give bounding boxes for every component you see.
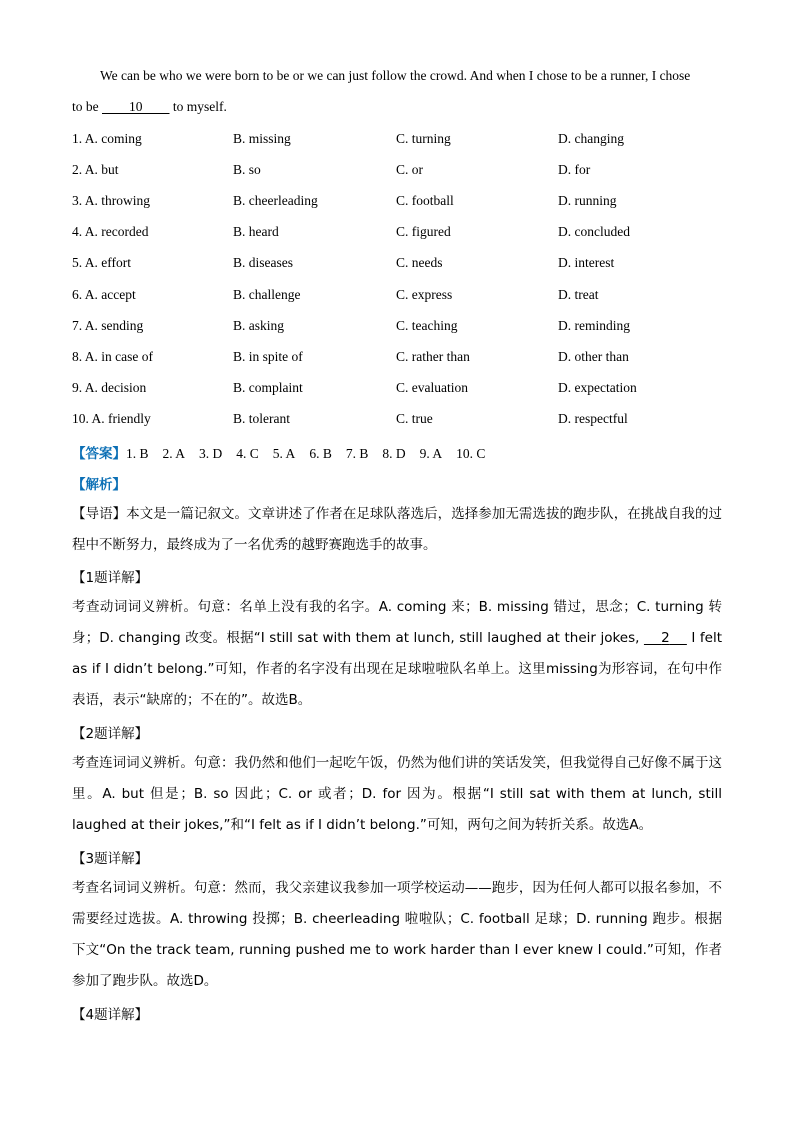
option-b: B. asking xyxy=(233,317,285,333)
detail-2-text: 考查连词词义辨析。句意：我仍然和他们一起吃午饭，仍然为他们讲的笑话发笑，但我觉得自己好像不属于这里。A. but 但是；B. so 因此；C. or 或者；D. for 因为。根据“I still sat with them at lunch, still laughed at their jokes,”和“I felt as if I didn’t belong.”可知，两句之间为转折关系。故选A。 xyxy=(72,755,722,833)
guide-paragraph xyxy=(72,499,722,561)
option-c: C. express xyxy=(396,286,453,302)
guide-label: 【导语】 xyxy=(72,506,127,522)
option-b: B. complaint xyxy=(233,379,303,395)
option-c: C. true xyxy=(396,410,433,426)
question-row xyxy=(72,380,732,400)
question-row xyxy=(72,162,732,182)
option-a: 3. A. throwing xyxy=(72,193,151,209)
answer-item: 7. B xyxy=(345,446,369,461)
answer-item: 8. D xyxy=(382,446,406,461)
answer-list xyxy=(126,446,499,461)
answer-item: 10. C xyxy=(456,446,486,461)
blank-2: 2 xyxy=(661,630,670,646)
option-a: 5. A. effort xyxy=(72,255,131,271)
answer-line xyxy=(72,442,499,462)
option-c: C. turning xyxy=(396,131,451,146)
option-b: B. in spite of xyxy=(233,348,303,364)
passage-line-1: We can be who we were born to be or we can just follow the crowd. And when I chose to be a runner, I chose xyxy=(100,68,691,83)
option-b: B. diseases xyxy=(233,255,293,271)
option-d: D. other than xyxy=(558,348,629,364)
blank-10: 10 xyxy=(129,99,143,114)
detail-2-heading: 【2题详解】 xyxy=(72,726,149,742)
option-a: 9. A. decision xyxy=(72,379,147,395)
passage-line-2-pre: to be xyxy=(72,99,102,114)
detail-3-heading: 【3题详解】 xyxy=(72,851,149,867)
option-a: 10. A. friendly xyxy=(72,410,151,426)
option-d: D. respectful xyxy=(558,410,628,426)
question-row xyxy=(72,349,732,369)
passage-line-2-post: to myself. xyxy=(169,99,227,114)
analysis-label: 【解析】 xyxy=(72,477,126,493)
answer-item: 6. B xyxy=(309,446,332,461)
detail-1-heading: 【1题详解】 xyxy=(72,570,149,586)
option-b: B. so xyxy=(233,162,261,178)
answer-item: 3. D xyxy=(199,446,223,461)
option-a: 7. A. sending xyxy=(72,317,144,333)
option-a: 4. A. recorded xyxy=(72,224,149,240)
option-d: D. expectation xyxy=(558,379,637,395)
detail-3-text: 考查名词词义辨析。句意：然而，我父亲建议我参加一项学校运动——跑步，因为任何人都可以报名参加，不需要经过选拔。A. throwing 投掷；B. cheerleading 啦啦队；C. football 足球；D. running 跑步。根据下文“On the track team, running pushed me to work harder than I ever knew I could.”可知，作者参加了跑步队。故选D。 xyxy=(72,880,722,989)
guide-text: 本文是一篇记叙文。文章讲述了作者在足球队落选后，选择参加无需选拔的跑步队，在挑战自我的过程中不断努力，最终成为了一名优秀的越野赛跑选手的故事。 xyxy=(72,506,723,553)
option-b: B. heard xyxy=(233,224,279,240)
question-row xyxy=(72,131,732,151)
option-c: C. evaluation xyxy=(396,379,468,395)
question-row xyxy=(72,411,732,431)
option-d: D. treat xyxy=(558,286,599,302)
detail-1-text: 考查动词词义辨析。句意：名单上没有我的名字。A. coming 来；B. missing 错过，思念；C. turning 转身；D. changing 改变。根据“I still sat with them at lunch, still laughed at their jokes, 2 I felt as if I didn’t belong.”可知，作者的名字没有出现在足球啦啦队名单上。这里missing为形容词，在句中作表语，表示“缺席的；不在的”。故选B。 xyxy=(72,599,722,708)
option-c: C. needs xyxy=(396,255,443,271)
option-a: 2. A. but xyxy=(72,162,119,178)
option-a: 1. A. coming xyxy=(72,131,142,146)
option-d: D. for xyxy=(558,162,591,178)
option-c: C. figured xyxy=(396,224,451,240)
option-b: B. challenge xyxy=(233,286,301,302)
answer-item: 4. C xyxy=(236,446,259,461)
answer-label: 【答案】 xyxy=(72,446,126,462)
answer-item: 5. A xyxy=(272,446,296,461)
passage-line-2 xyxy=(72,99,227,115)
answer-item: 1. B xyxy=(126,446,149,461)
question-row xyxy=(72,287,732,307)
question-row xyxy=(72,255,732,275)
option-a: 6. A. accept xyxy=(72,286,136,302)
option-b: B. missing xyxy=(233,131,291,146)
question-row xyxy=(72,224,732,244)
answer-item: 9. A xyxy=(419,446,443,461)
answer-item: 2. A xyxy=(162,446,186,461)
question-row xyxy=(72,318,732,338)
option-d: D. reminding xyxy=(558,317,630,333)
option-d: D. concluded xyxy=(558,224,630,240)
option-c: C. teaching xyxy=(396,317,458,333)
option-c: C. football xyxy=(396,193,454,209)
option-d: D. interest xyxy=(558,255,615,271)
option-c: C. or xyxy=(396,162,423,178)
option-b: B. tolerant xyxy=(233,410,290,426)
option-d: D. changing xyxy=(558,131,624,146)
detail-4-heading: 【4题详解】 xyxy=(72,1007,149,1023)
option-c: C. rather than xyxy=(396,348,470,364)
option-a: 8. A. in case of xyxy=(72,348,153,364)
option-b: B. cheerleading xyxy=(233,193,318,209)
question-row xyxy=(72,193,732,213)
option-d: D. running xyxy=(558,193,617,209)
